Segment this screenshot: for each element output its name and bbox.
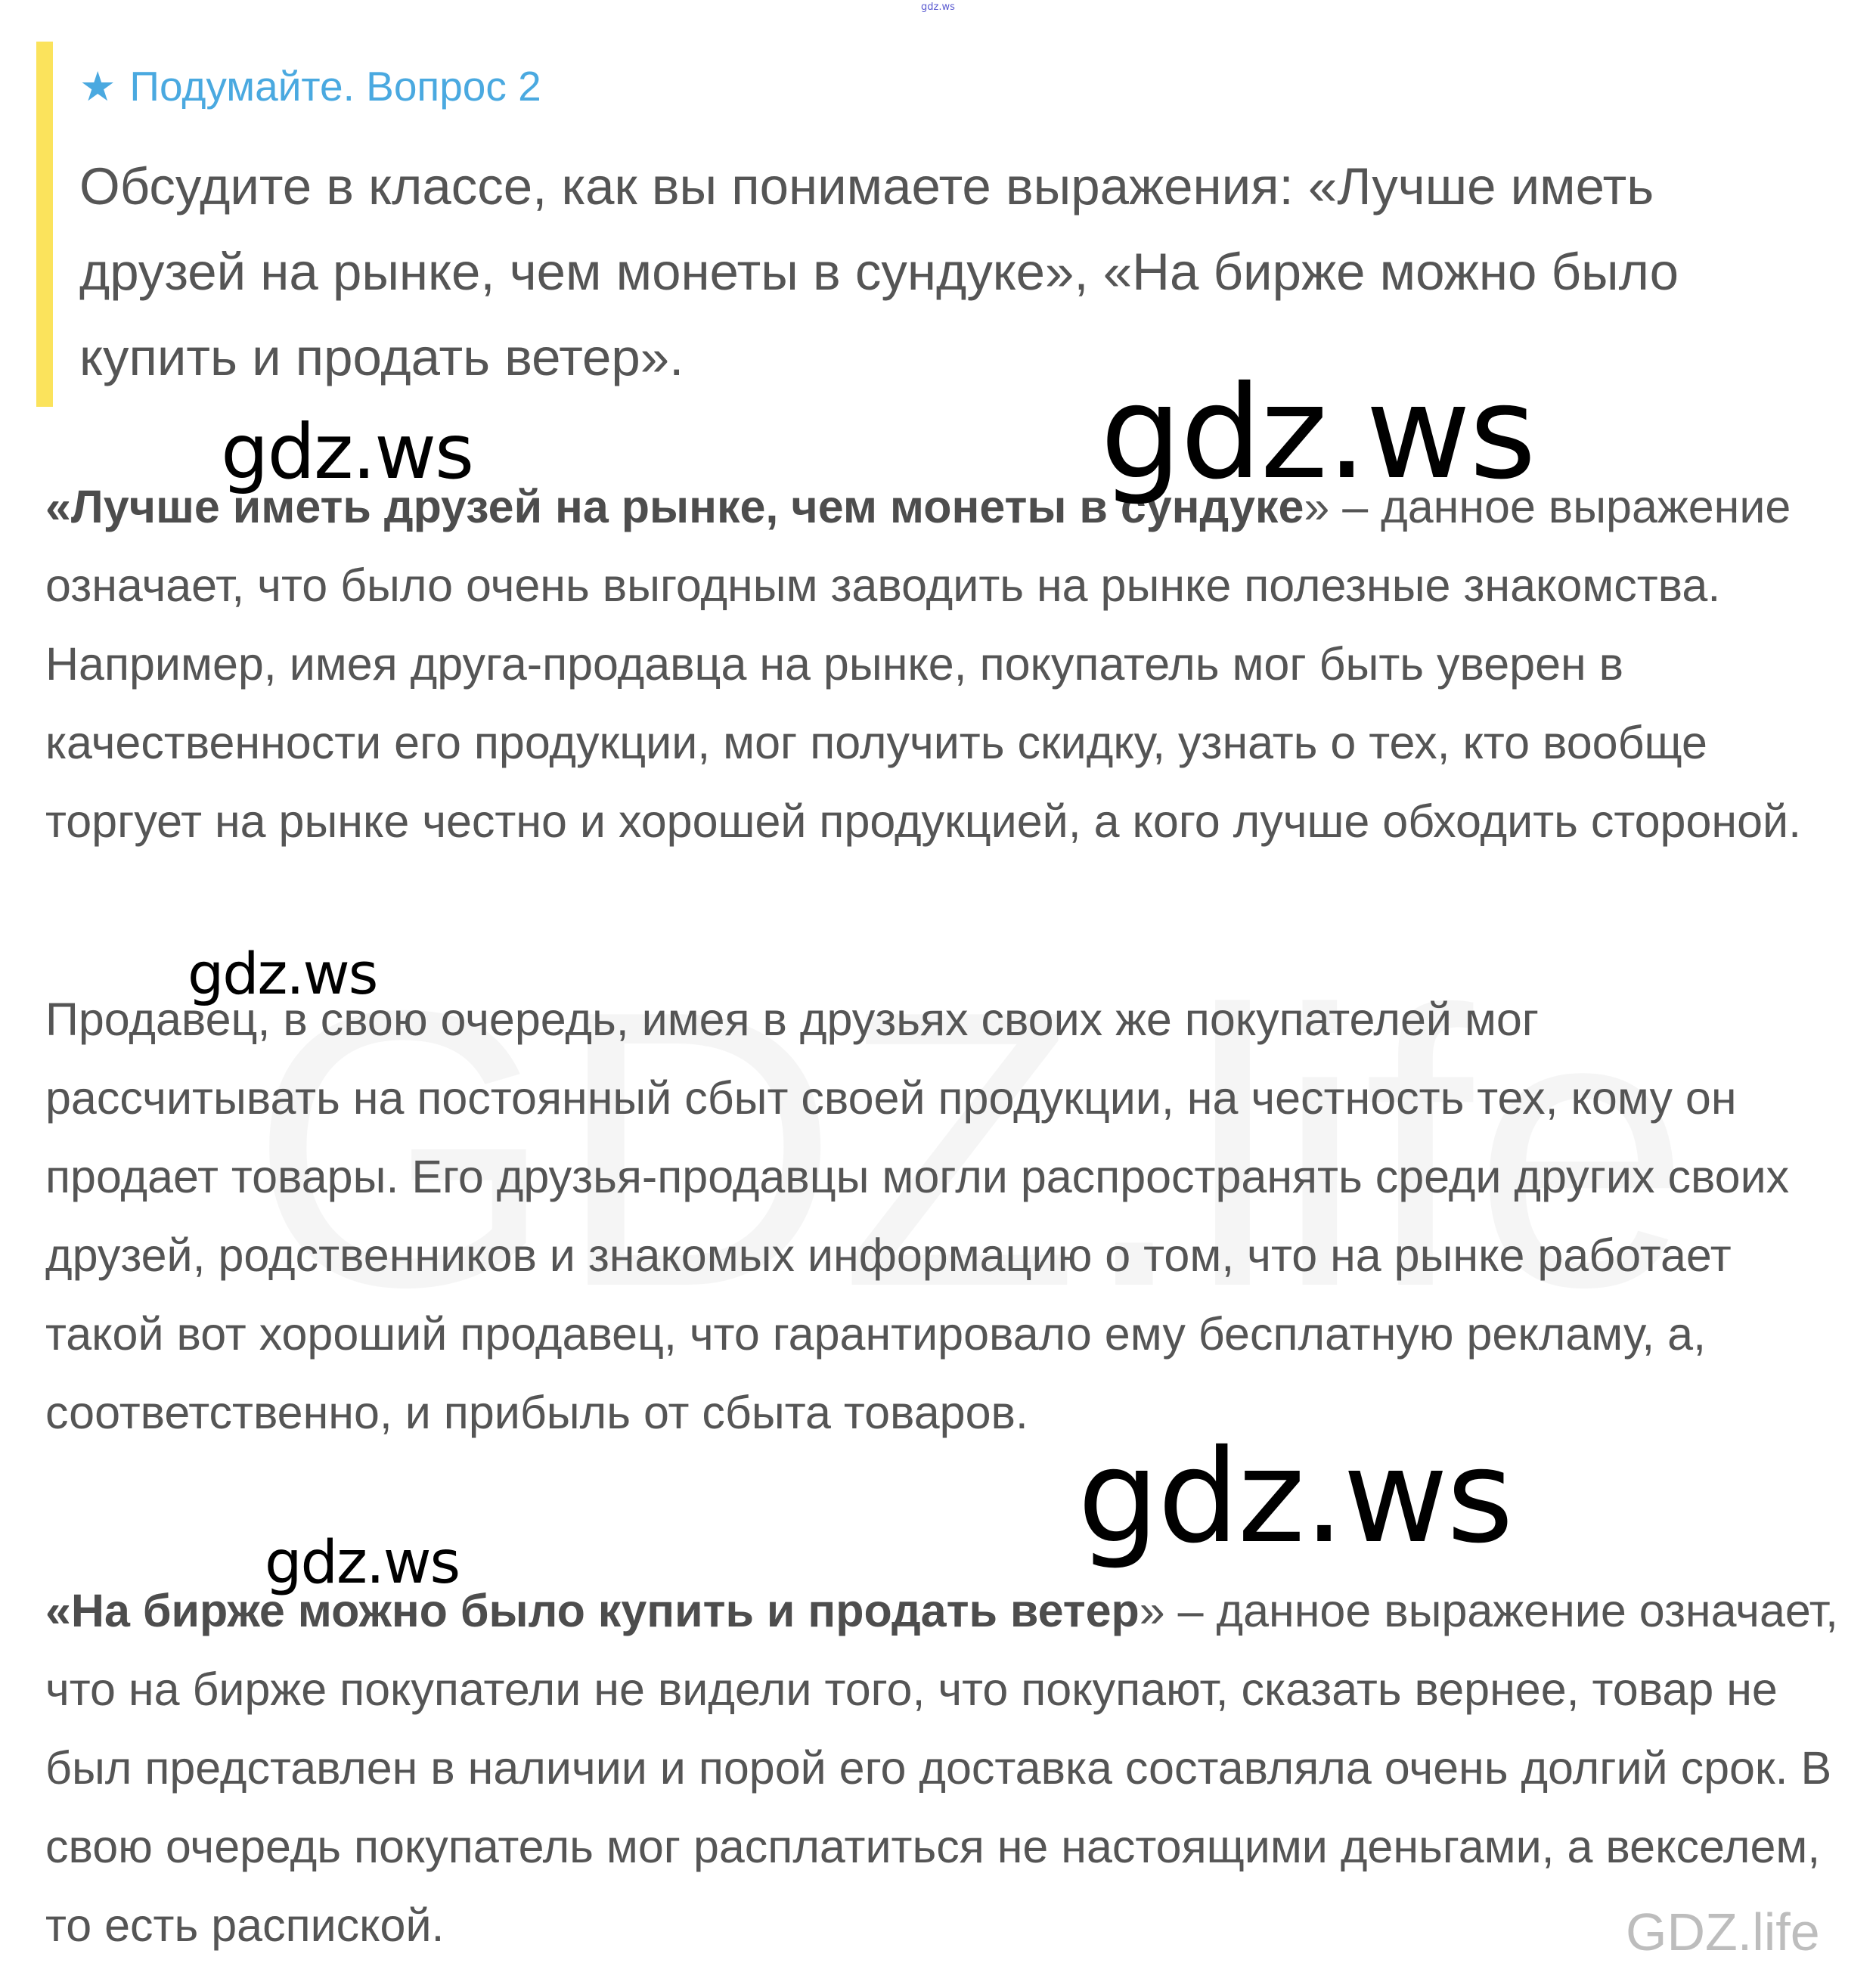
- question-title: Подумайте. Вопрос 2: [129, 63, 541, 110]
- answer-paragraph-3: [45, 1571, 1845, 1964]
- answer-text-1: » – данное выражение означает, что было очень выгодным заводить на рынке полезные знакомства. Например, имея друга-продавца на рынке, покупатель мог быть уверен в качественности его продукции, мог получить скидку, узнать о тех, кто вообще торгует на рынке честно и хорошей продукцией, а кого лучше обходить стороной.: [45, 481, 1802, 847]
- top-watermark: gdz.ws: [921, 2, 955, 13]
- answer-paragraph-2: Продавец, в свою очередь, имея в друзьях своих же покупателей мог рассчитывать на постоянный сбыт своей продукции, на честность тех, кому он продает товары. Его друзья-продавцы могли распространять среди других своих друзей, родственников и знакомых информацию о том, что на рынке работает такой вот хороший продавец, что гарантировало ему бесплатную рекламу, а, соответственно, и прибыль от сбыта товаров.: [45, 994, 1790, 1438]
- corner-watermark: GDZ.life: [1626, 1902, 1820, 1961]
- answer-quote-2: «На бирже можно было купить и продать ветер: [45, 1585, 1140, 1636]
- question-header: [79, 63, 541, 110]
- answer-text-3: » – данное выражение означает, что на бирже покупатели не видели того, что покупают, сказать вернее, товар не был представлен в наличии и порой его доставка составляла очень долгий срок. В свою очередь покупатель мог расплатиться не настоящими деньгами, а векселем, то есть распиской.: [45, 1585, 1838, 1951]
- answer-quote-1: «Лучше иметь друзей на рынке, чем монеты в сундуке: [45, 481, 1304, 532]
- watermark-gdz-ws: gdz.ws: [221, 408, 473, 496]
- star-icon: ★: [79, 64, 116, 110]
- watermark-gdz-ws: gdz.ws: [265, 1529, 460, 1597]
- watermark-gdz-ws: gdz.ws: [188, 940, 377, 1007]
- watermark-gdz-ws: gdz.ws: [1100, 358, 1535, 508]
- answer-paragraph-1: [45, 467, 1845, 861]
- question-accent-bar: [36, 42, 53, 407]
- question-text: Обсудите в классе, как вы понимаете выражения: «Лучше иметь друзей на рынке, чем монеты в сундуке», «На бирже можно было купить и продать ветер».: [79, 157, 1679, 386]
- watermark-gdz-ws: gdz.ws: [1078, 1422, 1512, 1572]
- question-block: [36, 42, 1836, 407]
